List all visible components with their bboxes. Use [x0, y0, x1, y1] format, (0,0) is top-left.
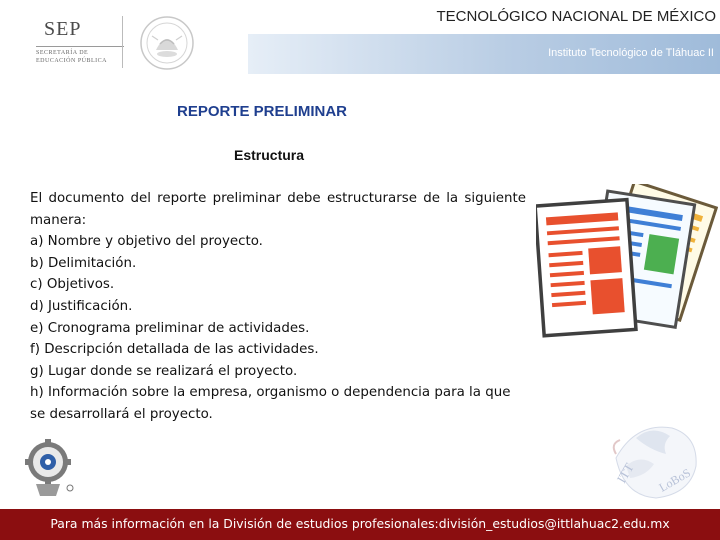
list-item: h) Información sobre la empresa, organismo o dependencia para la que se desarrollará el proyecto. [30, 385, 511, 422]
list-item: a) Nombre y objetivo del proyecto. [30, 234, 263, 250]
list-item: e) Cronograma preliminar de actividades. [30, 320, 310, 336]
newspaper-documents-icon [536, 184, 718, 354]
logo-divider [122, 16, 123, 68]
svg-text:ITT: ITT [613, 460, 637, 486]
sep-logo-line2: EDUCACIÓN PÚBLICA [36, 58, 108, 64]
institution-title: TECNOLÓGICO NACIONAL DE MÉXICO [436, 8, 716, 25]
list-item: b) Delimitación. [30, 255, 137, 271]
body-text [30, 188, 526, 426]
footer-bar [0, 509, 720, 540]
intro-paragraph: El documento del reporte preliminar debe estructurarse de la siguiente manera: [30, 191, 526, 228]
svg-text:LoBoS: LoBoS [656, 465, 693, 495]
institution-gear-emblem-icon [22, 438, 78, 500]
institution-subtitle: Instituto Tecnológico de Tláhuac II [548, 47, 714, 59]
sep-logo-text: SEP [44, 18, 82, 40]
structure-list [30, 231, 526, 425]
lobos-mascot-logo [606, 414, 704, 502]
sep-logo [14, 14, 224, 66]
national-seal-icon [138, 14, 196, 72]
list-item: d) Justificación. [30, 298, 133, 314]
footer-contact-text: Para más información en la División de estudios profesionales:división_estudios@ittlahuac2.edu.mx [50, 516, 670, 531]
report-title: REPORTE PRELIMINAR [177, 103, 348, 120]
list-item: g) Lugar donde se realizará el proyecto. [30, 363, 298, 379]
list-item: f) Descripción detallada de las actividades. [30, 342, 319, 358]
list-item: c) Objetivos. [30, 277, 115, 293]
section-title: Estructura [234, 147, 305, 163]
sep-logo-line1: SECRETARÍA DE [36, 50, 89, 56]
sep-logo-rule [36, 46, 124, 47]
